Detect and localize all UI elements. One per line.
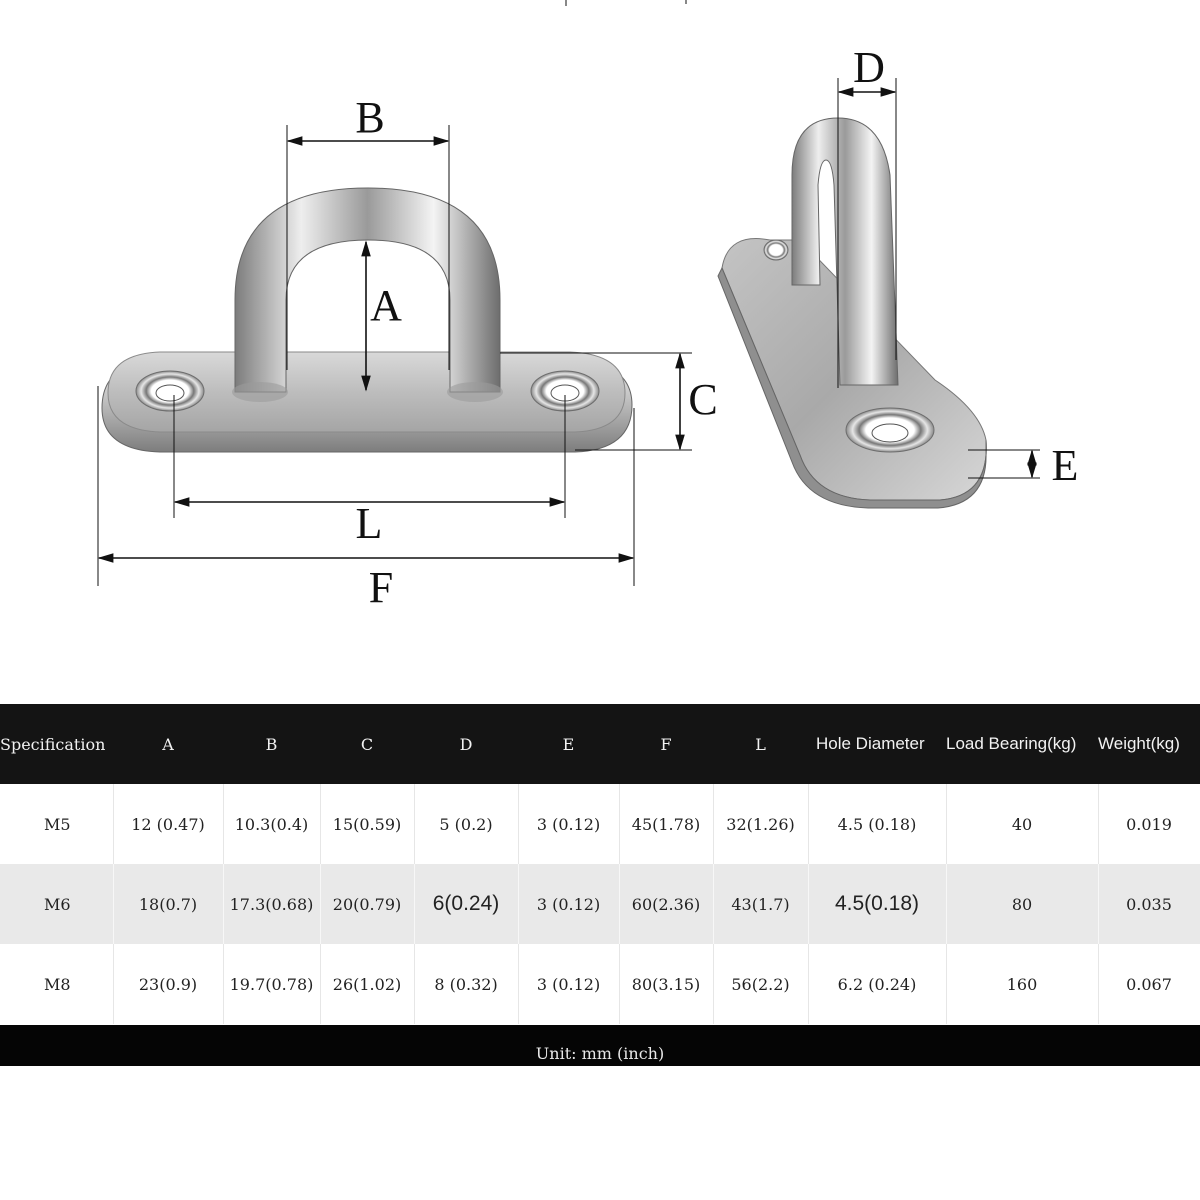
cell-f: 45(1.78) [619,784,713,864]
cell-c: 15(0.59) [320,784,414,864]
cell-e: 3 (0.12) [518,944,619,1024]
dimension-label-d: D [853,43,885,92]
cell-d: 8 (0.32) [414,944,518,1024]
specification-table [0,704,1200,1024]
header-c: C [320,704,414,784]
cell-hole-diameter: 6.2 (0.24) [808,944,946,1024]
header-d: D [414,704,518,784]
cell-specification: M5 [0,784,113,864]
cell-a: 23(0.9) [113,944,223,1024]
dimension-label-c: C [688,375,718,424]
cell-load-bearing: 40 [946,784,1098,864]
pad-eye-side-view [718,118,986,508]
pad-eye-front-view [102,188,632,452]
cell-e: 3 (0.12) [518,784,619,864]
cell-weight: 0.067 [1098,944,1200,1024]
header-weight: Weight(kg) [1098,704,1200,784]
cell-a: 12 (0.47) [113,784,223,864]
table-row [0,944,1200,1024]
header-b: B [223,704,320,784]
cell-hole-diameter: 4.5(0.18) [808,864,946,944]
cell-specification: M6 [0,864,113,944]
unit-footer [0,1025,1200,1066]
cell-hole-diameter: 4.5 (0.18) [808,784,946,864]
table-row [0,784,1200,864]
dimension-label-e: E [1051,441,1079,490]
unit-note: Unit: mm (inch) [535,1044,665,1063]
cell-d: 6(0.24) [414,864,518,944]
cell-weight: 0.035 [1098,864,1200,944]
header-l: L [713,704,808,784]
cell-load-bearing: 80 [946,864,1098,944]
cell-weight: 0.019 [1098,784,1200,864]
dimension-label-a: A [370,281,402,330]
cell-d: 5 (0.2) [414,784,518,864]
cell-load-bearing: 160 [946,944,1098,1024]
dimension-label-l: L [355,499,383,548]
cell-l: 32(1.26) [713,784,808,864]
dimension-label-b: B [355,93,385,142]
header-load-bearing: Load Bearing(kg) [946,704,1098,784]
header-f: F [619,704,713,784]
dimension-label-f: F [368,563,394,612]
cell-b: 17.3(0.68) [223,864,320,944]
cell-a: 18(0.7) [113,864,223,944]
cell-c: 26(1.02) [320,944,414,1024]
cell-f: 60(2.36) [619,864,713,944]
table-row [0,864,1200,944]
cell-c: 20(0.79) [320,864,414,944]
cell-specification: M8 [0,944,113,1024]
header-a: A [113,704,223,784]
cell-l: 43(1.7) [713,864,808,944]
cell-e: 3 (0.12) [518,864,619,944]
header-e: E [518,704,619,784]
table-header-row [0,704,1200,784]
cell-l: 56(2.2) [713,944,808,1024]
header-hole-diameter: Hole Diameter [808,704,946,784]
cell-b: 19.7(0.78) [223,944,320,1024]
cell-f: 80(3.15) [619,944,713,1024]
cell-b: 10.3(0.4) [223,784,320,864]
header-specification: Specification [0,704,113,784]
